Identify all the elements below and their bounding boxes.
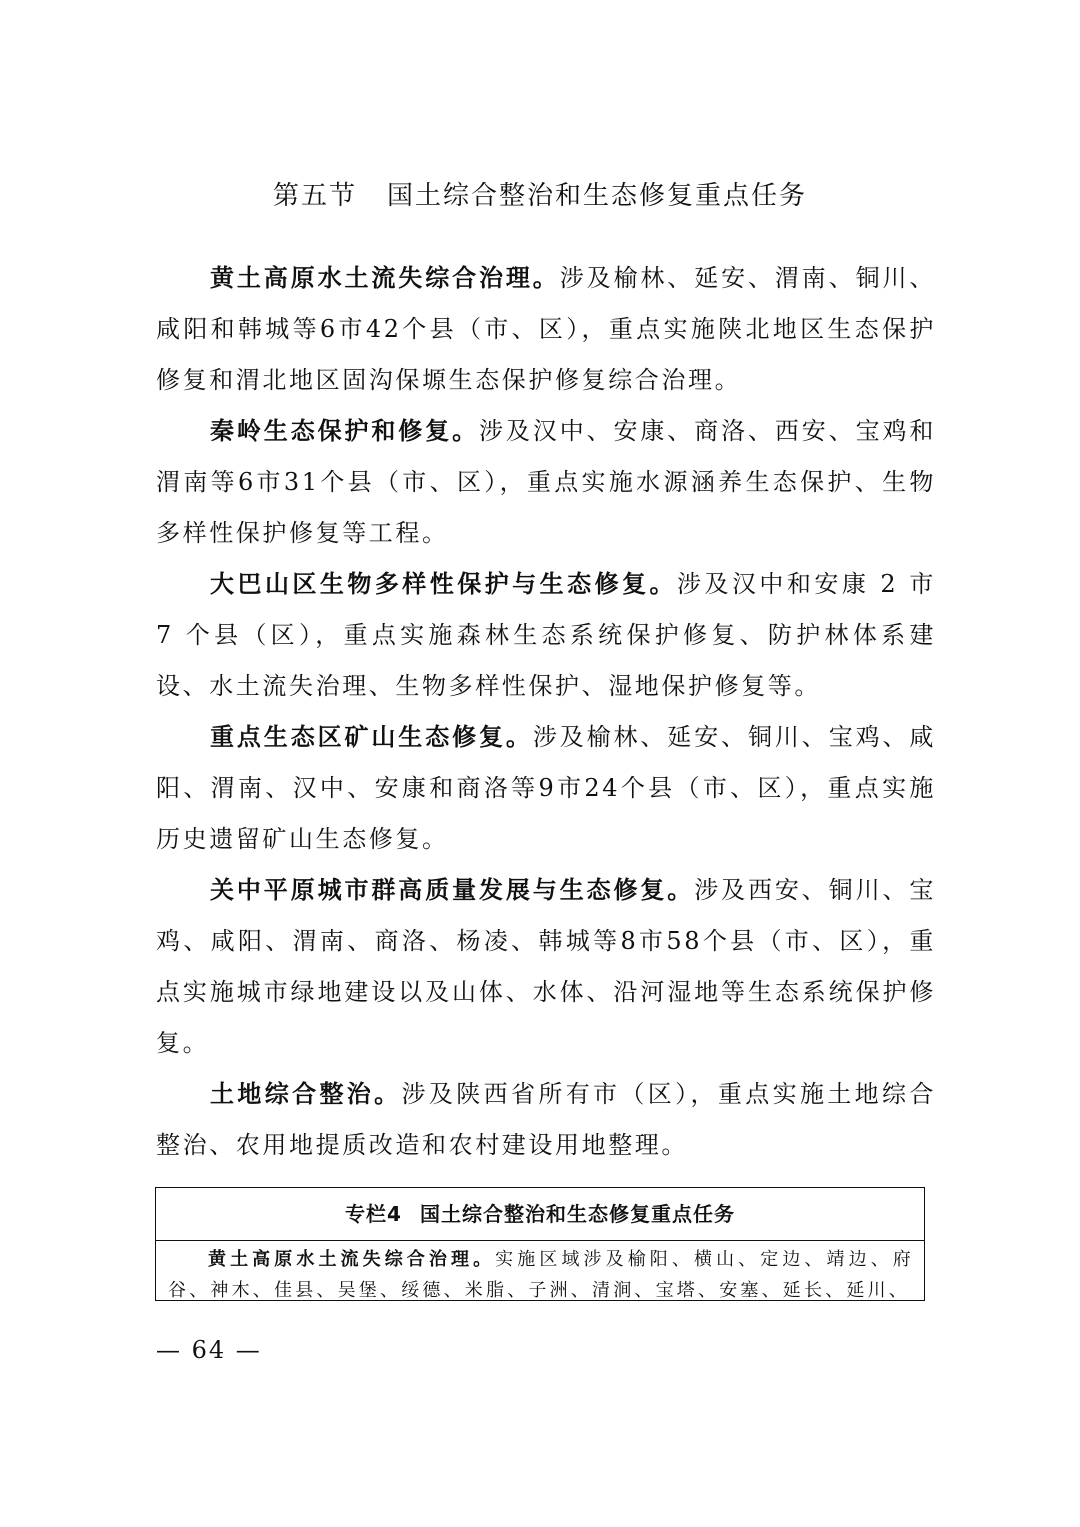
column-box-body bbox=[156, 1241, 924, 1301]
paragraph-lead: 大巴山区生物多样性保护与生态修复。 bbox=[210, 570, 678, 598]
column-box bbox=[155, 1187, 925, 1301]
section-number: 第五节 bbox=[272, 181, 357, 211]
paragraph-qinling bbox=[156, 406, 936, 559]
paragraph-land-consolidation bbox=[156, 1069, 936, 1171]
paragraph-lead: 土地综合整治。 bbox=[210, 1080, 402, 1108]
column-box-text: 实施区域涉及榆阳、横山、定边、靖边、府谷、神木、佳县、吴堡、绥德、米脂、子洲、清涧、宝塔、安塞、延长、延川、 bbox=[168, 1249, 914, 1301]
paragraph-text: 涉及西安、铜川、宝鸡、咸阳、渭南、商洛、杨凌、韩城等8市58个县（市、区），重点实施城市绿地建设以及山体、水体、沿河湿地等生态系统保护修复。 bbox=[156, 876, 936, 1057]
page-number: — 64 — bbox=[156, 1336, 262, 1364]
body-text bbox=[156, 253, 936, 1171]
section-heading bbox=[0, 176, 1080, 216]
paragraph-text: 涉及汉中、安康、商洛、西安、宝鸡和渭南等6市31个县（市、区），重点实施水源涵养生态保护、生物多样性保护修复等工程。 bbox=[156, 417, 936, 547]
paragraph-daba-mountains bbox=[156, 559, 936, 712]
paragraph-lead: 关中平原城市群高质量发展与生态修复。 bbox=[210, 876, 695, 904]
paragraph-lead: 秦岭生态保护和修复。 bbox=[210, 417, 479, 445]
column-box-header bbox=[156, 1188, 924, 1241]
column-box-label: 专栏4 bbox=[345, 1202, 402, 1226]
section-title: 国土综合整治和生态修复重点任务 bbox=[387, 181, 808, 211]
paragraph-text: 涉及榆林、延安、渭南、铜川、咸阳和韩城等6市42个县（市、区），重点实施陕北地区生态保护修复和渭北地区固沟保塬生态保护修复综合治理。 bbox=[156, 264, 936, 394]
column-box-lead: 黄土高原水土流失综合治理。 bbox=[208, 1249, 496, 1270]
paragraph-lead: 重点生态区矿山生态修复。 bbox=[210, 723, 533, 751]
paragraph-loess-plateau bbox=[156, 253, 936, 406]
paragraph-guanzhong-plain bbox=[156, 865, 936, 1069]
paragraph-text: 涉及陕西省所有市（区），重点实施土地综合整治、农用地提质改造和农村建设用地整理。 bbox=[156, 1080, 936, 1159]
paragraph-lead: 黄土高原水土流失综合治理。 bbox=[210, 264, 560, 292]
paragraph-text: 涉及榆林、延安、铜川、宝鸡、咸阳、渭南、汉中、安康和商洛等9市24个县（市、区），重点实施历史遗留矿山生态修复。 bbox=[156, 723, 937, 853]
column-box-title: 国土综合整治和生态修复重点任务 bbox=[419, 1202, 735, 1226]
paragraph-mine-restoration bbox=[156, 712, 936, 865]
paragraph-text: 涉及汉中和安康 2 市 7 个县（区），重点实施森林生态系统保护修复、防护林体系建设、水土流失治理、生物多样性保护、湿地保护修复等。 bbox=[156, 570, 936, 700]
